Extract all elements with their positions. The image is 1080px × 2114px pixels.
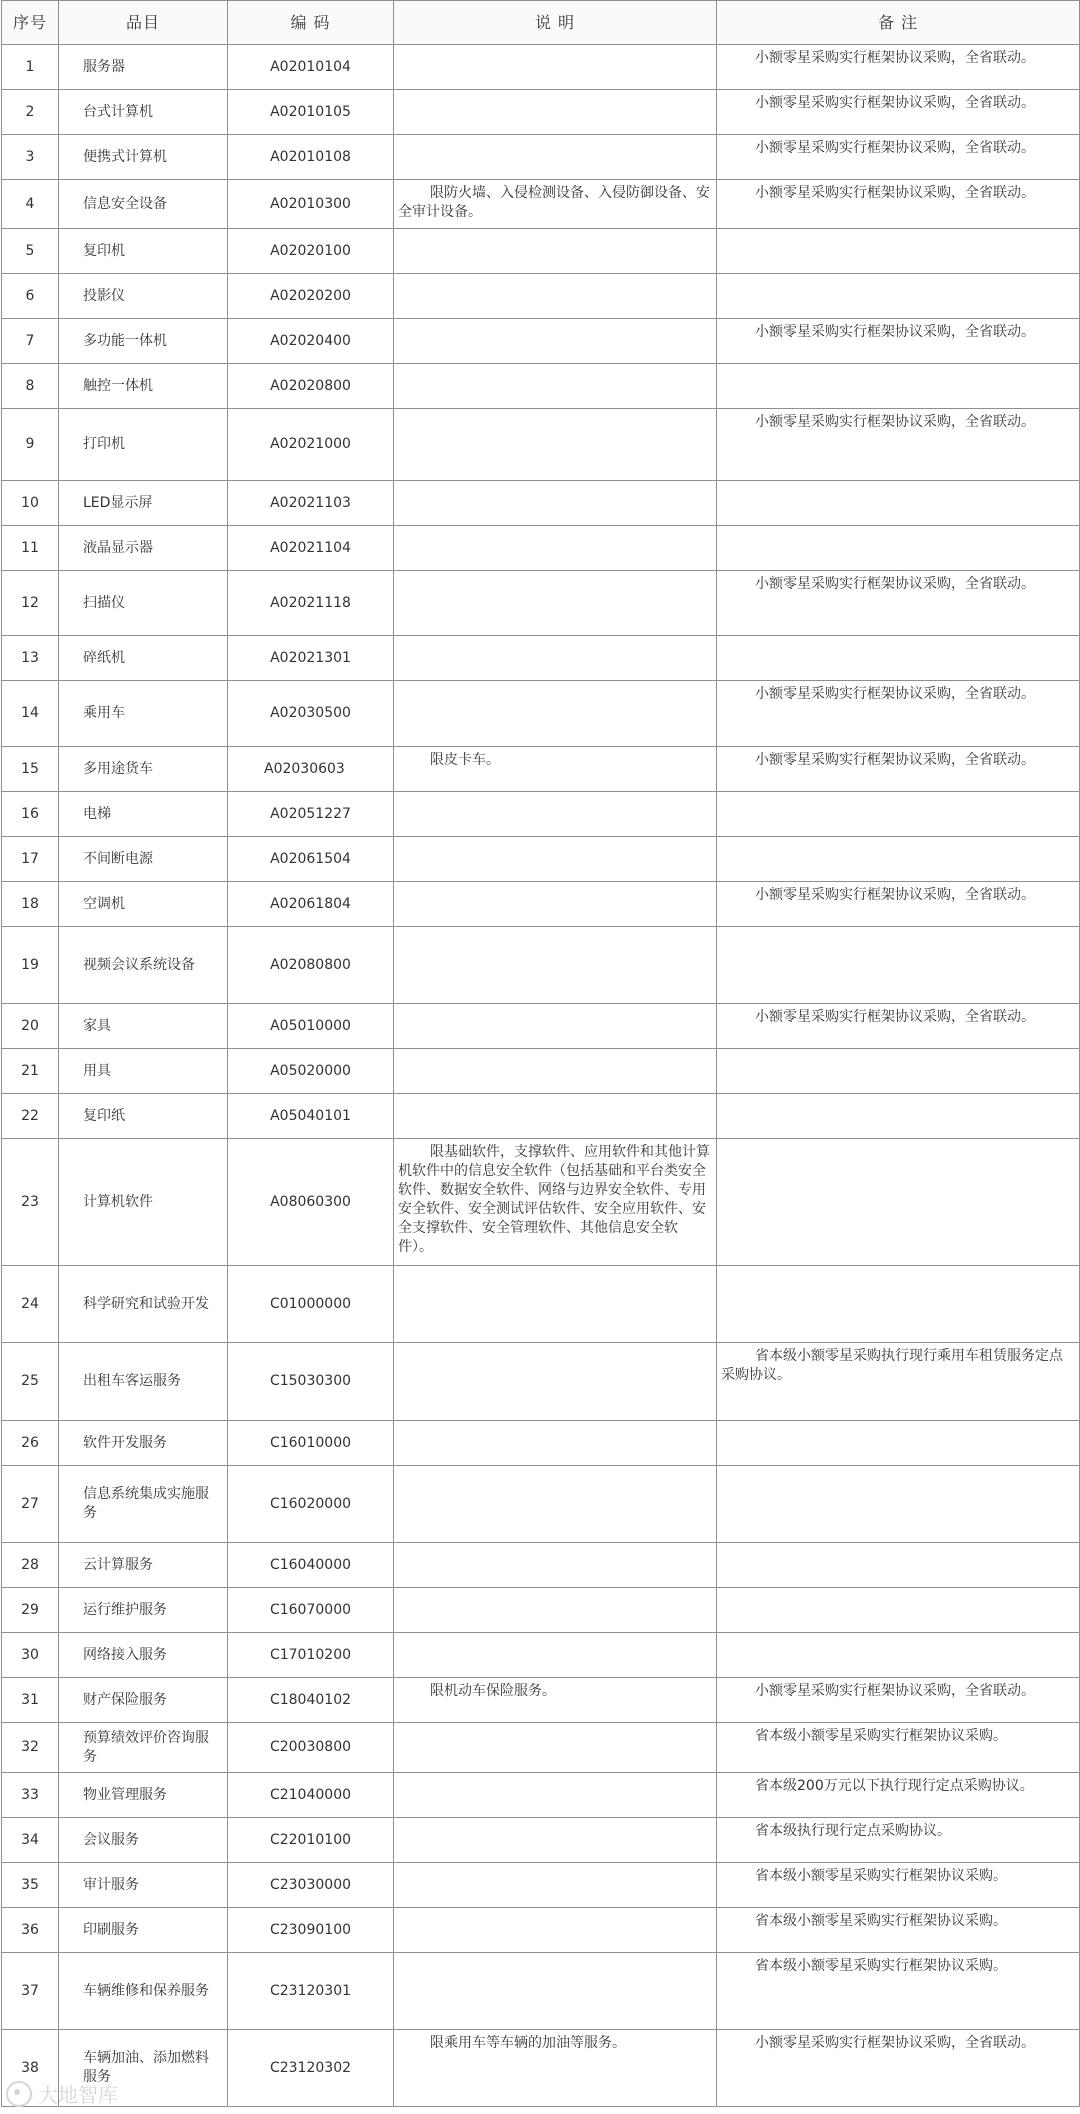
row-description bbox=[394, 681, 717, 747]
row-seq: 7 bbox=[2, 319, 59, 364]
table-row bbox=[2, 1466, 1080, 1543]
row-description bbox=[394, 1266, 717, 1343]
row-item-name: 信息系统集成实施服务 bbox=[59, 1466, 228, 1543]
row-item-name: LED显示屏 bbox=[59, 481, 228, 526]
row-seq: 16 bbox=[2, 792, 59, 837]
table-row bbox=[2, 364, 1080, 409]
row-description bbox=[394, 1004, 717, 1049]
row-description bbox=[394, 1908, 717, 1953]
table-row bbox=[2, 135, 1080, 180]
row-seq: 9 bbox=[2, 409, 59, 481]
row-item-name: 投影仪 bbox=[59, 274, 228, 319]
row-item-name: 车辆加油、添加燃料服务 bbox=[59, 2030, 228, 2107]
row-code: A02030500 bbox=[228, 681, 394, 747]
row-description: 限防火墙、入侵检测设备、入侵防御设备、安全审计设备。 bbox=[394, 180, 717, 229]
row-item-name: 多用途货车 bbox=[59, 747, 228, 792]
row-code: A02030603 bbox=[228, 747, 394, 792]
row-description bbox=[394, 571, 717, 636]
row-code: A05040101 bbox=[228, 1094, 394, 1139]
row-description bbox=[394, 1723, 717, 1773]
row-description bbox=[394, 319, 717, 364]
row-description bbox=[394, 1421, 717, 1466]
row-code: A02021301 bbox=[228, 636, 394, 681]
row-description bbox=[394, 1953, 717, 2030]
row-remarks bbox=[717, 229, 1080, 274]
row-code: A02020200 bbox=[228, 274, 394, 319]
row-item-name: 预算绩效评价咨询服务 bbox=[59, 1723, 228, 1773]
row-item-name: 物业管理服务 bbox=[59, 1773, 228, 1818]
table-row bbox=[2, 1678, 1080, 1723]
table-row bbox=[2, 526, 1080, 571]
table-row bbox=[2, 319, 1080, 364]
row-seq: 26 bbox=[2, 1421, 59, 1466]
table-row bbox=[2, 1004, 1080, 1049]
row-description: 限皮卡车。 bbox=[394, 747, 717, 792]
row-description bbox=[394, 1094, 717, 1139]
row-description bbox=[394, 1049, 717, 1094]
table-row bbox=[2, 1094, 1080, 1139]
table-row bbox=[2, 747, 1080, 792]
row-remarks: 小额零星采购实行框架协议采购，全省联动。 bbox=[717, 1004, 1080, 1049]
row-seq: 8 bbox=[2, 364, 59, 409]
procurement-catalog-table bbox=[1, 0, 1080, 2107]
row-description: 限基础软件，支撑软件、应用软件和其他计算机软件中的信息安全软件（包括基础和平台类安全软件、数据安全软件、网络与边界安全软件、专用安全软件、安全测试评估软件、安全应用软件、安全支撑软件、安全管理软件、其他信息安全软件）。 bbox=[394, 1139, 717, 1266]
row-seq: 38 bbox=[2, 2030, 59, 2107]
row-code: C16010000 bbox=[228, 1421, 394, 1466]
row-remarks: 小额零星采购实行框架协议采购，全省联动。 bbox=[717, 319, 1080, 364]
row-seq: 19 bbox=[2, 927, 59, 1004]
row-remarks bbox=[717, 1139, 1080, 1266]
row-code: C16020000 bbox=[228, 1466, 394, 1543]
row-remarks bbox=[717, 1266, 1080, 1343]
table-row bbox=[2, 1343, 1080, 1421]
row-code: A02010300 bbox=[228, 180, 394, 229]
row-remarks: 省本级小额零星采购实行框架协议采购。 bbox=[717, 1908, 1080, 1953]
row-item-name: 云计算服务 bbox=[59, 1543, 228, 1588]
row-code: A02061804 bbox=[228, 882, 394, 927]
row-item-name: 视频会议系统设备 bbox=[59, 927, 228, 1004]
row-description bbox=[394, 229, 717, 274]
table-row bbox=[2, 274, 1080, 319]
row-code: C23030000 bbox=[228, 1863, 394, 1908]
row-item-name: 软件开发服务 bbox=[59, 1421, 228, 1466]
row-remarks: 小额零星采购实行框架协议采购，全省联动。 bbox=[717, 681, 1080, 747]
row-code: C23120302 bbox=[228, 2030, 394, 2107]
table-row bbox=[2, 636, 1080, 681]
row-code: A02010104 bbox=[228, 45, 394, 90]
header-item: 品目 bbox=[59, 1, 228, 45]
row-description bbox=[394, 1633, 717, 1678]
watermark-text: 大地智库 bbox=[38, 2083, 118, 2107]
row-code: A05010000 bbox=[228, 1004, 394, 1049]
row-item-name: 服务器 bbox=[59, 45, 228, 90]
row-remarks bbox=[717, 837, 1080, 882]
row-item-name: 印刷服务 bbox=[59, 1908, 228, 1953]
table-body bbox=[2, 45, 1080, 2107]
row-item-name: 碎纸机 bbox=[59, 636, 228, 681]
row-seq: 29 bbox=[2, 1588, 59, 1633]
row-remarks bbox=[717, 364, 1080, 409]
table-row bbox=[2, 1633, 1080, 1678]
row-seq: 34 bbox=[2, 1818, 59, 1863]
row-item-name: 复印机 bbox=[59, 229, 228, 274]
row-seq: 24 bbox=[2, 1266, 59, 1343]
row-code: A02010105 bbox=[228, 90, 394, 135]
row-item-name: 乘用车 bbox=[59, 681, 228, 747]
row-code: C21040000 bbox=[228, 1773, 394, 1818]
row-code: A02021103 bbox=[228, 481, 394, 526]
row-seq: 17 bbox=[2, 837, 59, 882]
table-row bbox=[2, 1049, 1080, 1094]
row-remarks: 省本级执行现行定点采购协议。 bbox=[717, 1818, 1080, 1863]
table-row bbox=[2, 1953, 1080, 2030]
row-code: C23090100 bbox=[228, 1908, 394, 1953]
table-row bbox=[2, 1588, 1080, 1633]
row-item-name: 空调机 bbox=[59, 882, 228, 927]
row-remarks bbox=[717, 1421, 1080, 1466]
row-item-name: 打印机 bbox=[59, 409, 228, 481]
row-code: A02051227 bbox=[228, 792, 394, 837]
row-seq: 30 bbox=[2, 1633, 59, 1678]
row-seq: 23 bbox=[2, 1139, 59, 1266]
row-remarks bbox=[717, 1049, 1080, 1094]
row-remarks: 小额零星采购实行框架协议采购，全省联动。 bbox=[717, 135, 1080, 180]
row-seq: 25 bbox=[2, 1343, 59, 1421]
row-remarks bbox=[717, 792, 1080, 837]
row-code: A02021118 bbox=[228, 571, 394, 636]
table-row bbox=[2, 45, 1080, 90]
row-seq: 15 bbox=[2, 747, 59, 792]
row-seq: 18 bbox=[2, 882, 59, 927]
watermark bbox=[6, 2079, 118, 2108]
row-description bbox=[394, 274, 717, 319]
row-remarks: 小额零星采购实行框架协议采购，全省联动。 bbox=[717, 45, 1080, 90]
row-item-name: 运行维护服务 bbox=[59, 1588, 228, 1633]
row-seq: 10 bbox=[2, 481, 59, 526]
row-item-name: 审计服务 bbox=[59, 1863, 228, 1908]
row-remarks: 省本级小额零星采购实行框架协议采购。 bbox=[717, 1863, 1080, 1908]
row-seq: 2 bbox=[2, 90, 59, 135]
row-item-name: 出租车客运服务 bbox=[59, 1343, 228, 1421]
row-remarks bbox=[717, 481, 1080, 526]
row-description bbox=[394, 837, 717, 882]
table-row bbox=[2, 681, 1080, 747]
row-seq: 1 bbox=[2, 45, 59, 90]
row-code: C17010200 bbox=[228, 1633, 394, 1678]
row-seq: 37 bbox=[2, 1953, 59, 2030]
row-remarks bbox=[717, 636, 1080, 681]
row-description bbox=[394, 792, 717, 837]
table-row bbox=[2, 1266, 1080, 1343]
row-item-name: 财产保险服务 bbox=[59, 1678, 228, 1723]
table-row bbox=[2, 882, 1080, 927]
table-row bbox=[2, 927, 1080, 1004]
row-seq: 22 bbox=[2, 1094, 59, 1139]
row-description bbox=[394, 1588, 717, 1633]
row-seq: 21 bbox=[2, 1049, 59, 1094]
row-remarks bbox=[717, 274, 1080, 319]
row-remarks bbox=[717, 927, 1080, 1004]
header-description: 说 明 bbox=[394, 1, 717, 45]
table-row bbox=[2, 229, 1080, 274]
row-code: A02020400 bbox=[228, 319, 394, 364]
row-seq: 36 bbox=[2, 1908, 59, 1953]
row-seq: 4 bbox=[2, 180, 59, 229]
row-seq: 20 bbox=[2, 1004, 59, 1049]
row-remarks: 小额零星采购实行框架协议采购，全省联动。 bbox=[717, 90, 1080, 135]
row-remarks: 省本级200万元以下执行现行定点采购协议。 bbox=[717, 1773, 1080, 1818]
row-remarks bbox=[717, 1588, 1080, 1633]
row-remarks: 省本级小额零星采购实行框架协议采购。 bbox=[717, 1723, 1080, 1773]
table-row bbox=[2, 571, 1080, 636]
row-description bbox=[394, 364, 717, 409]
table-row bbox=[2, 1723, 1080, 1773]
row-item-name: 液晶显示器 bbox=[59, 526, 228, 571]
row-seq: 12 bbox=[2, 571, 59, 636]
row-item-name: 扫描仪 bbox=[59, 571, 228, 636]
row-item-name: 电梯 bbox=[59, 792, 228, 837]
row-seq: 11 bbox=[2, 526, 59, 571]
row-code: A08060300 bbox=[228, 1139, 394, 1266]
row-description bbox=[394, 409, 717, 481]
row-remarks: 小额零星采购实行框架协议采购，全省联动。 bbox=[717, 1678, 1080, 1723]
row-seq: 5 bbox=[2, 229, 59, 274]
row-remarks: 小额零星采购实行框架协议采购，全省联动。 bbox=[717, 747, 1080, 792]
row-item-name: 会议服务 bbox=[59, 1818, 228, 1863]
row-seq: 13 bbox=[2, 636, 59, 681]
table-row bbox=[2, 1421, 1080, 1466]
row-code: C18040102 bbox=[228, 1678, 394, 1723]
row-item-name: 台式计算机 bbox=[59, 90, 228, 135]
row-remarks: 小额零星采购实行框架协议采购，全省联动。 bbox=[717, 882, 1080, 927]
row-item-name: 便携式计算机 bbox=[59, 135, 228, 180]
row-code: C01000000 bbox=[228, 1266, 394, 1343]
row-seq: 28 bbox=[2, 1543, 59, 1588]
row-remarks bbox=[717, 526, 1080, 571]
table-row bbox=[2, 409, 1080, 481]
row-description bbox=[394, 882, 717, 927]
table-row bbox=[2, 1908, 1080, 1953]
row-remarks bbox=[717, 1094, 1080, 1139]
row-description bbox=[394, 1543, 717, 1588]
watermark-logo-icon bbox=[6, 2081, 32, 2107]
row-code: A02080800 bbox=[228, 927, 394, 1004]
row-code: A02020100 bbox=[228, 229, 394, 274]
row-description bbox=[394, 636, 717, 681]
row-code: C20030800 bbox=[228, 1723, 394, 1773]
row-code: C16070000 bbox=[228, 1588, 394, 1633]
row-remarks: 小额零星采购实行框架协议采购，全省联动。 bbox=[717, 571, 1080, 636]
table-row bbox=[2, 1139, 1080, 1266]
row-item-name: 科学研究和试验开发 bbox=[59, 1266, 228, 1343]
row-code: A02010108 bbox=[228, 135, 394, 180]
row-item-name: 家具 bbox=[59, 1004, 228, 1049]
table-row bbox=[2, 1773, 1080, 1818]
row-remarks: 省本级小额零星采购实行框架协议采购。 bbox=[717, 1953, 1080, 2030]
table-row bbox=[2, 180, 1080, 229]
row-description bbox=[394, 1863, 717, 1908]
table-header-row bbox=[2, 1, 1080, 45]
row-description bbox=[394, 526, 717, 571]
row-item-name: 用具 bbox=[59, 1049, 228, 1094]
row-seq: 14 bbox=[2, 681, 59, 747]
row-description bbox=[394, 481, 717, 526]
row-item-name: 车辆维修和保养服务 bbox=[59, 1953, 228, 2030]
row-seq: 3 bbox=[2, 135, 59, 180]
row-item-name: 多功能一体机 bbox=[59, 319, 228, 364]
row-description bbox=[394, 1343, 717, 1421]
header-seq: 序号 bbox=[2, 1, 59, 45]
row-remarks bbox=[717, 1466, 1080, 1543]
header-remarks: 备 注 bbox=[717, 1, 1080, 45]
row-remarks bbox=[717, 1633, 1080, 1678]
row-remarks: 省本级小额零星采购执行现行乘用车租赁服务定点采购协议。 bbox=[717, 1343, 1080, 1421]
table-row bbox=[2, 1863, 1080, 1908]
row-description bbox=[394, 1818, 717, 1863]
row-item-name: 触控一体机 bbox=[59, 364, 228, 409]
row-description bbox=[394, 45, 717, 90]
row-description bbox=[394, 1773, 717, 1818]
row-code: A02021104 bbox=[228, 526, 394, 571]
row-description bbox=[394, 135, 717, 180]
row-code: A05020000 bbox=[228, 1049, 394, 1094]
row-description: 限乘用车等车辆的加油等服务。 bbox=[394, 2030, 717, 2107]
row-item-name: 计算机软件 bbox=[59, 1139, 228, 1266]
row-code: C15030300 bbox=[228, 1343, 394, 1421]
table-row bbox=[2, 1818, 1080, 1863]
row-item-name: 网络接入服务 bbox=[59, 1633, 228, 1678]
table-row bbox=[2, 2030, 1080, 2107]
row-code: C23120301 bbox=[228, 1953, 394, 2030]
row-remarks: 小额零星采购实行框架协议采购，全省联动。 bbox=[717, 2030, 1080, 2107]
row-remarks bbox=[717, 1543, 1080, 1588]
row-code: C22010100 bbox=[228, 1818, 394, 1863]
row-remarks: 小额零星采购实行框架协议采购，全省联动。 bbox=[717, 409, 1080, 481]
table-row bbox=[2, 792, 1080, 837]
row-code: A02061504 bbox=[228, 837, 394, 882]
row-code: A02021000 bbox=[228, 409, 394, 481]
header-code: 编 码 bbox=[228, 1, 394, 45]
row-description bbox=[394, 1466, 717, 1543]
row-code: C16040000 bbox=[228, 1543, 394, 1588]
row-item-name: 信息安全设备 bbox=[59, 180, 228, 229]
row-item-name: 不间断电源 bbox=[59, 837, 228, 882]
row-item-name: 复印纸 bbox=[59, 1094, 228, 1139]
row-seq: 33 bbox=[2, 1773, 59, 1818]
table-row bbox=[2, 1543, 1080, 1588]
table-row bbox=[2, 90, 1080, 135]
row-seq: 32 bbox=[2, 1723, 59, 1773]
row-code: A02020800 bbox=[228, 364, 394, 409]
row-seq: 6 bbox=[2, 274, 59, 319]
row-seq: 31 bbox=[2, 1678, 59, 1723]
row-remarks: 小额零星采购实行框架协议采购，全省联动。 bbox=[717, 180, 1080, 229]
row-description bbox=[394, 927, 717, 1004]
row-seq: 35 bbox=[2, 1863, 59, 1908]
table-row bbox=[2, 481, 1080, 526]
row-description: 限机动车保险服务。 bbox=[394, 1678, 717, 1723]
table-row bbox=[2, 837, 1080, 882]
row-description bbox=[394, 90, 717, 135]
row-seq: 27 bbox=[2, 1466, 59, 1543]
